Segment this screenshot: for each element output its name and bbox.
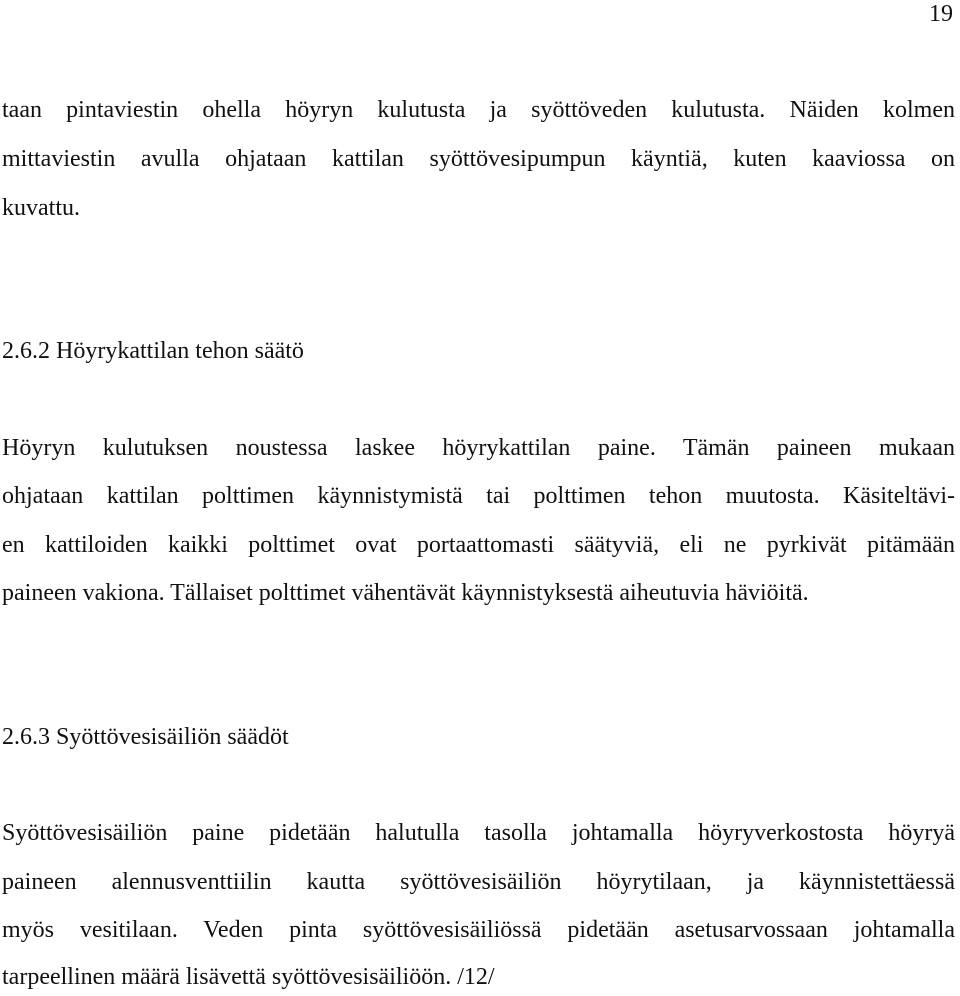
paragraph-line: Syöttövesisäiliön paine pidetään halutulla tasolla johtamalla höyryverkostosta höyryä: [2, 820, 955, 846]
paragraph-line: en kattiloiden kaikki polttimet ovat portaattomasti säätyviä, eli ne pyrkivät pitämään: [2, 532, 955, 558]
paragraph-line: paineen vakiona. Tällaiset polttimet vähentävät käynnistyksestä aiheutuvia häviöitä.: [2, 580, 809, 606]
paragraph-line: tarpeellinen määrä lisävettä syöttövesisäiliöön. /12/: [2, 964, 495, 990]
paragraph-line: paineen alennusventtiilin kautta syöttövesisäiliön höyrytilaan, ja käynnistettäessä: [2, 869, 955, 895]
paragraph-line: mittaviestin avulla ohjataan kattilan syöttövesipumpun käyntiä, kuten kaaviossa on: [2, 146, 955, 172]
paragraph-line: taan pintaviestin ohella höyryn kulutusta ja syöttöveden kulutusta. Näiden kolmen: [2, 97, 955, 123]
section-heading: 2.6.3 Syöttövesisäiliön säädöt: [2, 724, 289, 750]
paragraph-line: ohjataan kattilan polttimen käynnistymistä tai polttimen tehon muutosta. Käsiteltävi-: [2, 483, 955, 509]
paragraph-line: Höyryn kulutuksen noustessa laskee höyrykattilan paine. Tämän paineen mukaan: [2, 435, 955, 461]
page-number: 19: [929, 1, 953, 27]
paragraph-line: myös vesitilaan. Veden pinta syöttövesisäiliössä pidetään asetusarvossaan johtamalla: [2, 917, 955, 943]
paragraph-line: kuvattu.: [2, 195, 80, 221]
section-heading: 2.6.2 Höyrykattilan tehon säätö: [2, 338, 304, 364]
